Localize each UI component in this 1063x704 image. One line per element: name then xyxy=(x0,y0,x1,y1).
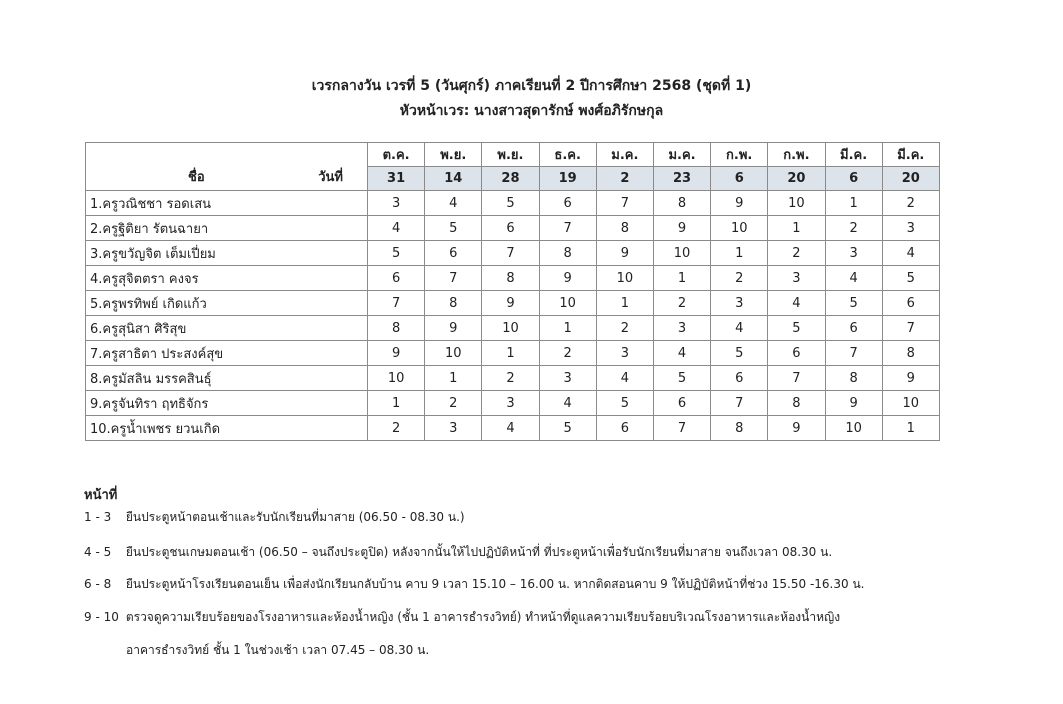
day-header: 6 xyxy=(711,167,768,191)
duty-number-cell: 4 xyxy=(539,391,596,416)
day-column-header: วันที่ xyxy=(318,170,343,185)
day-header: 14 xyxy=(425,167,482,191)
duty-text: ยืนประตูชนเกษมตอนเช้า (06.50 – จนถึงประตูปิด) หลังจากนั้นให้ไปปฏิบัติหน้าที่ ที่ประตูหน้าเพื่อรับนักเรียนที่มาสาย จนถึงเวลา 08.30 น. xyxy=(125,545,833,559)
duty-number-cell: 9 xyxy=(768,416,825,441)
duty-number-cell: 8 xyxy=(768,391,825,416)
duty-number-cell: 1 xyxy=(825,191,882,216)
duty-roster-table xyxy=(85,142,940,441)
duty-number-cell: 9 xyxy=(882,366,939,391)
month-header: ธ.ค. xyxy=(539,143,596,167)
duty-note xyxy=(84,543,832,562)
duty-note xyxy=(84,508,465,527)
duty-number-cell: 2 xyxy=(425,391,482,416)
duty-number-cell: 6 xyxy=(539,191,596,216)
day-header: 20 xyxy=(768,167,825,191)
duty-number-cell: 10 xyxy=(482,316,539,341)
duty-number-cell: 10 xyxy=(768,191,825,216)
duty-number-cell: 5 xyxy=(882,266,939,291)
duty-number-cell: 3 xyxy=(425,416,482,441)
duty-number-cell: 4 xyxy=(711,316,768,341)
table-row xyxy=(86,291,940,316)
duty-number-cell: 1 xyxy=(653,266,710,291)
duty-number-cell: 10 xyxy=(711,216,768,241)
duty-number-cell: 10 xyxy=(882,391,939,416)
table-row xyxy=(86,216,940,241)
duty-number-cell: 1 xyxy=(768,216,825,241)
duty-number-cell: 7 xyxy=(368,291,425,316)
duty-number-cell: 2 xyxy=(825,216,882,241)
duty-number-cell: 4 xyxy=(425,191,482,216)
duty-range: 9 - 10 xyxy=(84,610,119,624)
month-header: มี.ค. xyxy=(825,143,882,167)
duty-number-cell: 2 xyxy=(596,316,653,341)
duty-number-cell: 8 xyxy=(368,316,425,341)
roster-body xyxy=(86,191,940,441)
teacher-name: 1.ครูวณิชชา รอดเสน xyxy=(86,191,368,216)
teacher-name: 8.ครูมัสลิน มรรคสินธุ์ xyxy=(86,366,368,391)
duty-number-cell: 3 xyxy=(882,216,939,241)
duty-number-cell: 5 xyxy=(539,416,596,441)
duty-number-cell: 1 xyxy=(539,316,596,341)
duty-number-cell: 4 xyxy=(482,416,539,441)
duty-number-cell: 2 xyxy=(368,416,425,441)
duty-number-cell: 4 xyxy=(653,341,710,366)
month-header-row xyxy=(86,143,940,167)
name-column-header: ชื่อ xyxy=(188,170,205,185)
duty-number-cell: 6 xyxy=(882,291,939,316)
duty-number-cell: 8 xyxy=(539,241,596,266)
table-row xyxy=(86,391,940,416)
teacher-name: 5.ครูพรทิพย์ เกิดแก้ว xyxy=(86,291,368,316)
duty-number-cell: 7 xyxy=(882,316,939,341)
duty-number-cell: 2 xyxy=(482,366,539,391)
teacher-name: 4.ครูสุจิตตรา คงจร xyxy=(86,266,368,291)
duty-number-cell: 7 xyxy=(482,241,539,266)
duty-number-cell: 6 xyxy=(768,341,825,366)
duty-number-cell: 5 xyxy=(425,216,482,241)
duty-number-cell: 2 xyxy=(882,191,939,216)
duty-number-cell: 2 xyxy=(653,291,710,316)
table-row xyxy=(86,266,940,291)
day-header: 19 xyxy=(539,167,596,191)
duty-number-cell: 4 xyxy=(825,266,882,291)
duty-number-cell: 3 xyxy=(768,266,825,291)
duty-number-cell: 9 xyxy=(825,391,882,416)
duty-number-cell: 10 xyxy=(653,241,710,266)
duty-number-cell: 8 xyxy=(482,266,539,291)
duty-number-cell: 4 xyxy=(768,291,825,316)
day-header: 31 xyxy=(368,167,425,191)
duty-number-cell: 1 xyxy=(482,341,539,366)
duty-number-cell: 9 xyxy=(539,266,596,291)
duty-number-cell: 4 xyxy=(882,241,939,266)
duty-number-cell: 4 xyxy=(596,366,653,391)
day-header: 2 xyxy=(596,167,653,191)
day-header: 28 xyxy=(482,167,539,191)
table-row xyxy=(86,191,940,216)
duty-number-cell: 5 xyxy=(596,391,653,416)
page-title: เวรกลางวัน เวรที่ 5 (วันศุกร์) ภาคเรียนที่ 2 ปีการศึกษา 2568 (ชุดที่ 1) xyxy=(311,78,752,94)
table-row xyxy=(86,366,940,391)
duty-number-cell: 6 xyxy=(425,241,482,266)
month-header: พ.ย. xyxy=(482,143,539,167)
duty-number-cell: 5 xyxy=(653,366,710,391)
duty-number-cell: 1 xyxy=(596,291,653,316)
duty-number-cell: 4 xyxy=(368,216,425,241)
duty-number-cell: 6 xyxy=(711,366,768,391)
duty-number-cell: 3 xyxy=(653,316,710,341)
table-row xyxy=(86,341,940,366)
month-header: ก.พ. xyxy=(711,143,768,167)
duty-number-cell: 10 xyxy=(539,291,596,316)
name-day-header xyxy=(86,143,368,191)
duty-number-cell: 10 xyxy=(368,366,425,391)
duty-number-cell: 9 xyxy=(653,216,710,241)
duty-number-cell: 1 xyxy=(711,241,768,266)
duty-number-cell: 10 xyxy=(596,266,653,291)
teacher-name: 9.ครูจันทิรา ฤทธิจักร xyxy=(86,391,368,416)
day-header: 23 xyxy=(653,167,710,191)
duty-note xyxy=(84,608,840,627)
page-subtitle: หัวหน้าเวร: นางสาวสุดารักษ์ พงศ์อภิรักษกุล xyxy=(399,103,664,119)
month-header: ต.ค. xyxy=(368,143,425,167)
duty-number-cell: 6 xyxy=(368,266,425,291)
month-header: ม.ค. xyxy=(653,143,710,167)
duty-text: ยืนประตูหน้าตอนเช้าและรับนักเรียนที่มาสาย (06.50 - 08.30 น.) xyxy=(125,510,465,524)
duty-number-cell: 7 xyxy=(596,191,653,216)
duty-range: 6 - 8 xyxy=(84,577,112,591)
day-header: 6 xyxy=(825,167,882,191)
duties-heading: หน้าที่ xyxy=(84,488,118,503)
duty-number-cell: 7 xyxy=(425,266,482,291)
duty-number-cell: 6 xyxy=(596,416,653,441)
duty-range: 4 - 5 xyxy=(84,545,112,559)
duty-number-cell: 5 xyxy=(368,241,425,266)
duty-number-cell: 7 xyxy=(768,366,825,391)
duty-number-cell: 9 xyxy=(425,316,482,341)
duty-number-cell: 3 xyxy=(711,291,768,316)
duty-number-cell: 9 xyxy=(482,291,539,316)
month-header: ก.พ. xyxy=(768,143,825,167)
duty-number-cell: 1 xyxy=(425,366,482,391)
duty-number-cell: 5 xyxy=(825,291,882,316)
duty-number-cell: 8 xyxy=(711,416,768,441)
duty-number-cell: 8 xyxy=(825,366,882,391)
duty-number-cell: 5 xyxy=(768,316,825,341)
month-header: พ.ย. xyxy=(425,143,482,167)
month-header: ม.ค. xyxy=(596,143,653,167)
duty-number-cell: 6 xyxy=(653,391,710,416)
duty-note xyxy=(84,575,864,594)
duty-number-cell: 9 xyxy=(711,191,768,216)
teacher-name: 3.ครูขวัญจิต เต็มเปี่ยม xyxy=(86,241,368,266)
teacher-name: 7.ครูสาธิตา ประสงค์สุข xyxy=(86,341,368,366)
duty-number-cell: 7 xyxy=(539,216,596,241)
duty-text: ยืนประตูหน้าโรงเรียนตอนเย็น เพื่อส่งนักเรียนกลับบ้าน คาบ 9 เวลา 15.10 – 16.00 น. หากติดสอนคาบ 9 ให้ปฏิบัติหน้าที่ช่วง 15.50 -16.30 น. xyxy=(125,577,865,591)
table-row xyxy=(86,241,940,266)
duty-number-cell: 3 xyxy=(825,241,882,266)
duty-number-cell: 6 xyxy=(482,216,539,241)
duty-number-cell: 3 xyxy=(596,341,653,366)
month-header: มี.ค. xyxy=(882,143,939,167)
duty-number-cell: 9 xyxy=(368,341,425,366)
teacher-name: 6.ครูสุนิสา ศิริสุข xyxy=(86,316,368,341)
duty-number-cell: 10 xyxy=(825,416,882,441)
duty-number-cell: 10 xyxy=(425,341,482,366)
duty-number-cell: 8 xyxy=(882,341,939,366)
duty-number-cell: 1 xyxy=(368,391,425,416)
duty-number-cell: 8 xyxy=(653,191,710,216)
duty-number-cell: 5 xyxy=(711,341,768,366)
table-row xyxy=(86,416,940,441)
duty-number-cell: 3 xyxy=(368,191,425,216)
duty-number-cell: 2 xyxy=(539,341,596,366)
teacher-name: 2.ครูฐิติยา รัตนฉายา xyxy=(86,216,368,241)
duty-number-cell: 5 xyxy=(482,191,539,216)
table-row xyxy=(86,316,940,341)
duty-number-cell: 7 xyxy=(711,391,768,416)
teacher-name: 10.ครูน้ำเพชร ยวนเกิด xyxy=(86,416,368,441)
duty-number-cell: 6 xyxy=(825,316,882,341)
duty-number-cell: 8 xyxy=(425,291,482,316)
duty-number-cell: 2 xyxy=(711,266,768,291)
day-header: 20 xyxy=(882,167,939,191)
duty-number-cell: 9 xyxy=(596,241,653,266)
duty-number-cell: 7 xyxy=(825,341,882,366)
duty-number-cell: 3 xyxy=(482,391,539,416)
duty-number-cell: 8 xyxy=(596,216,653,241)
duty-note-continuation: อาคารธำรงวิทย์ ชั้น 1 ในช่วงเช้า เวลา 07.45 – 08.30 น. xyxy=(126,643,430,657)
duty-number-cell: 1 xyxy=(882,416,939,441)
duty-number-cell: 2 xyxy=(768,241,825,266)
duty-number-cell: 7 xyxy=(653,416,710,441)
duty-text: ตรวจดูความเรียบร้อยของโรงอาหารและห้องน้ำหญิง (ชั้น 1 อาคารธำรงวิทย์) ทำหน้าที่ดูแลความเรียบร้อยบริเวณโรงอาหารและห้องน้ำหญิง xyxy=(125,610,841,624)
duty-range: 1 - 3 xyxy=(84,510,112,524)
duty-number-cell: 3 xyxy=(539,366,596,391)
